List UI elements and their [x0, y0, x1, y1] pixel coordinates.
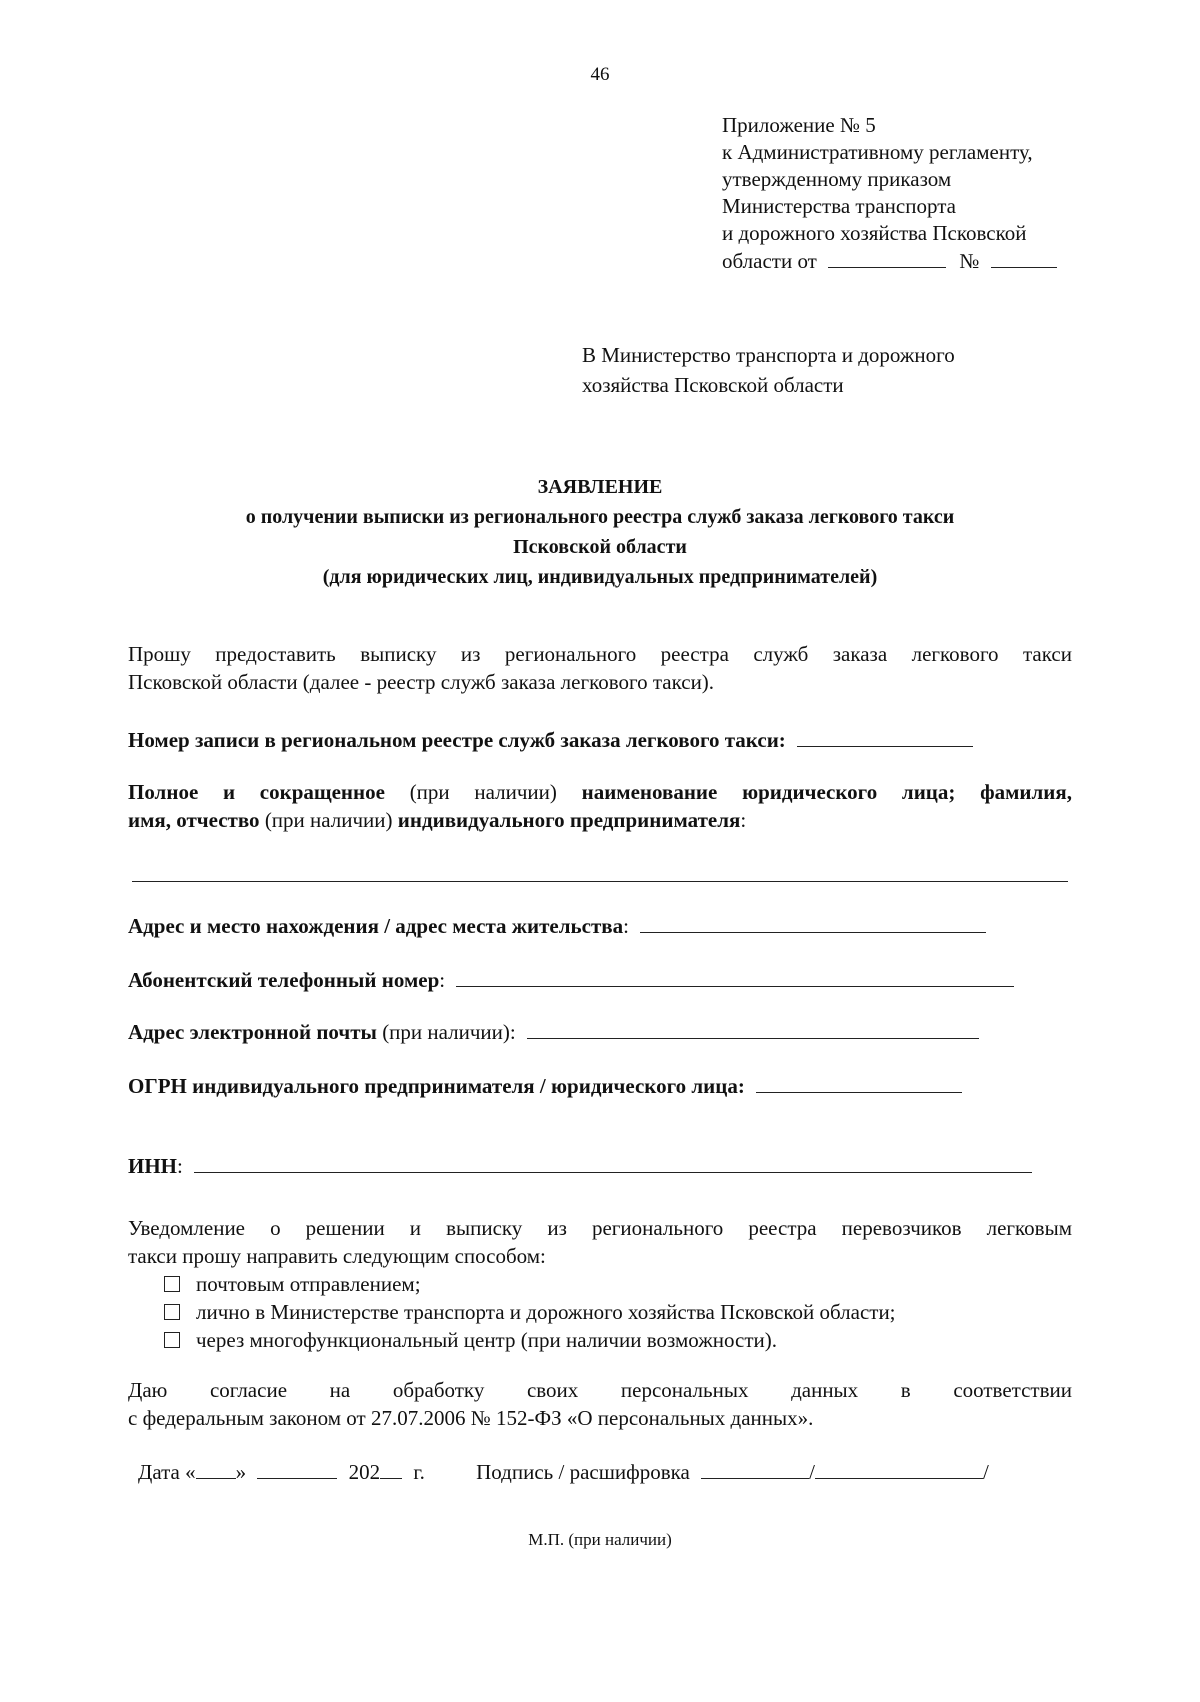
name-blank[interactable]	[132, 880, 1068, 882]
name-label-line1	[128, 778, 1072, 806]
option-mfc[interactable]	[164, 1326, 1072, 1354]
consent-paragraph	[128, 1376, 1072, 1432]
email-label: Адрес электронной почты	[128, 1020, 377, 1044]
year-prefix: 202	[348, 1460, 381, 1484]
appendix-line: к Административному регламенту,	[722, 140, 1033, 164]
appendix-line: утвержденному приказом	[722, 167, 952, 191]
inn-blank[interactable]	[194, 1152, 1032, 1173]
option-in-person[interactable]	[164, 1298, 1072, 1326]
name-label-colon: :	[740, 808, 747, 832]
request-line: Прошу предоставить выписку из регионального реестра служб заказа легкового такси	[128, 642, 1072, 666]
stamp-note: М.П. (при наличии)	[528, 1530, 672, 1549]
phone-blank[interactable]	[456, 966, 1014, 987]
notification-line: такси прошу направить следующим способом:	[128, 1244, 546, 1268]
email-blank[interactable]	[527, 1018, 979, 1039]
signature-line	[138, 1458, 989, 1485]
address-label: Адрес и место нахождения / адрес места жительства	[128, 914, 624, 938]
address-blank[interactable]	[640, 912, 986, 933]
email-label-note: (при наличии):	[382, 1020, 516, 1044]
recipient-line: хозяйства Псковской области	[582, 373, 844, 397]
phone-colon: :	[439, 968, 446, 992]
title-main: ЗАЯВЛЕНИЕ	[537, 476, 663, 498]
ogrn-label: ОГРН индивидуального предпринимателя / юридического лица:	[128, 1074, 745, 1098]
page-number: 46	[590, 64, 610, 85]
ogrn-field	[128, 1072, 1072, 1100]
inn-field	[128, 1152, 1072, 1180]
name-label-part: индивидуального предпринимателя	[397, 808, 741, 832]
phone-field	[128, 966, 1072, 994]
signature-slash: /	[982, 1460, 989, 1484]
appendix-line: Министерства транспорта	[722, 194, 956, 218]
appendix-line: и дорожного хозяйства Псковской	[722, 221, 1027, 245]
appendix-date-blank[interactable]	[828, 247, 946, 268]
date-close-quote: »	[235, 1460, 247, 1484]
record-number-blank[interactable]	[797, 726, 973, 747]
notification-line: Уведомление о решении и выписку из регионального реестра перевозчиков легковым	[128, 1216, 1072, 1240]
appendix-date-label: области от	[722, 249, 817, 273]
appendix-number-label: №	[959, 249, 980, 273]
request-paragraph	[128, 640, 1072, 696]
date-label: Дата «	[138, 1460, 196, 1484]
appendix-number-blank[interactable]	[991, 247, 1057, 268]
address-colon: :	[623, 914, 629, 938]
phone-label: Абонентский телефонный номер	[128, 968, 440, 992]
consent-line: Даю согласие на обработку своих персональных данных в соответствии	[128, 1378, 1072, 1402]
document-title	[0, 472, 1200, 592]
signature-blank[interactable]	[701, 1458, 809, 1479]
name-label-part: (при наличии)	[264, 808, 393, 832]
title-line: о получении выписки из регионального реестра служб заказа легкового такси	[245, 506, 955, 528]
appendix-date-line	[722, 247, 1057, 275]
checkbox-mfc[interactable]	[164, 1332, 180, 1348]
ogrn-blank[interactable]	[756, 1072, 962, 1093]
address-field	[128, 912, 1072, 940]
option-label: лично в Министерстве транспорта и дорожного хозяйства Псковской области;	[196, 1300, 896, 1324]
consent-line: с федеральным законом от 27.07.2006 № 152-ФЗ «О персональных данных».	[128, 1406, 814, 1430]
appendix-line: Приложение № 5	[722, 113, 876, 137]
record-number-label: Номер записи в региональном реестре служб заказа легкового такси:	[128, 728, 786, 752]
option-mail[interactable]	[164, 1270, 1072, 1298]
option-label: почтовым отправлением;	[196, 1272, 421, 1296]
year-blank[interactable]	[380, 1458, 402, 1479]
signature-decryption-blank[interactable]	[815, 1458, 983, 1479]
recipient-line: В Министерство транспорта и дорожного	[582, 343, 955, 367]
name-label-part: наименование юридического лица; фамилия,	[581, 780, 1073, 804]
record-number-field	[128, 726, 1072, 754]
date-day-blank[interactable]	[196, 1458, 236, 1479]
name-label-part: (при наличии)	[409, 780, 557, 804]
title-line: (для юридических лиц, индивидуальных предпринимателей)	[322, 566, 878, 588]
signature-slash: /	[809, 1460, 815, 1484]
signature-label: Подпись / расшифровка	[476, 1460, 690, 1484]
notification-paragraph	[128, 1214, 1072, 1354]
option-label: через многофункциональный центр (при наличии возможности).	[196, 1328, 777, 1352]
appendix-header	[722, 112, 1057, 275]
request-line: Псковской области (далее - реестр служб заказа легкового такси).	[128, 670, 715, 694]
name-label-part: Полное и сокращенное	[128, 780, 385, 804]
email-field	[128, 1018, 1072, 1046]
name-label-part: имя, отчество	[128, 808, 260, 832]
name-label-line2	[128, 806, 1072, 834]
title-line: Псковской области	[513, 536, 687, 558]
checkbox-in-person[interactable]	[164, 1304, 180, 1320]
date-month-blank[interactable]	[257, 1458, 337, 1479]
inn-label: ИНН	[128, 1154, 178, 1178]
recipient-block	[582, 340, 955, 400]
year-suffix: г.	[413, 1460, 425, 1484]
inn-colon: :	[177, 1154, 183, 1178]
name-field	[128, 778, 1072, 834]
checkbox-mail[interactable]	[164, 1276, 180, 1292]
